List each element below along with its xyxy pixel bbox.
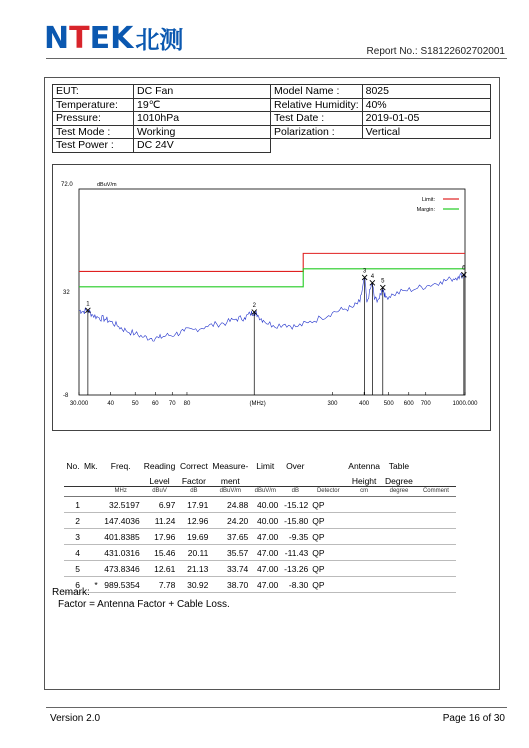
- emission-trace: [79, 273, 465, 341]
- marker-label: 1: [86, 301, 90, 308]
- marker-label: 6: [462, 265, 466, 272]
- info-value: DC Fan: [134, 85, 271, 99]
- remark-text: Factor = Antenna Factor + Cable Loss.: [58, 599, 230, 610]
- table-cell: [382, 513, 416, 529]
- emission-chart-box: [52, 164, 491, 431]
- table-cell: QP: [310, 561, 346, 577]
- header-cell: dB: [280, 487, 310, 497]
- table-cell: -8.30: [280, 577, 310, 593]
- table-cell: [346, 513, 382, 529]
- marker-label: 3: [362, 268, 367, 275]
- units-row: [64, 487, 456, 497]
- table-cell: [382, 497, 416, 513]
- info-value: Working: [134, 125, 271, 139]
- y-axis-unit: dBuV/m: [97, 182, 117, 188]
- legend-label: Margin:: [416, 207, 435, 213]
- table-cell: 17.96: [142, 529, 178, 545]
- header-cell: dBuV/m: [210, 487, 250, 497]
- x-tick-label: 1000.000: [452, 401, 478, 407]
- emission-chart: [53, 165, 490, 430]
- table-cell: 431.0316: [100, 545, 142, 561]
- table-cell: [82, 561, 100, 577]
- table-cell: -9.35: [280, 529, 310, 545]
- marker-label: 2: [252, 303, 256, 310]
- x-tick-label: 70: [168, 401, 176, 407]
- table-cell: 47.00: [250, 545, 280, 561]
- header-cell: degree: [382, 487, 416, 497]
- marker-label: 5: [381, 278, 385, 285]
- table-cell: 3: [64, 529, 82, 545]
- table-cell: [382, 577, 416, 593]
- table-cell: *: [82, 577, 100, 593]
- header-cell: MHz: [100, 487, 142, 497]
- empty-cell: [362, 139, 490, 153]
- table-cell: 30.92: [177, 577, 210, 593]
- table-cell: 37.65: [210, 529, 250, 545]
- table-cell: [82, 545, 100, 561]
- table-cell: 2: [64, 513, 82, 529]
- info-row: [53, 125, 491, 139]
- x-tick-label: 80: [183, 401, 191, 407]
- table-cell: [346, 497, 382, 513]
- table-cell: 6: [64, 577, 82, 593]
- y-tick-label: 32: [63, 290, 70, 296]
- table-cell: [382, 561, 416, 577]
- table-cell: 40.00: [250, 497, 280, 513]
- table-cell: 35.57: [210, 545, 250, 561]
- info-row: [53, 98, 491, 112]
- info-label: Polarization :: [271, 125, 363, 139]
- table-cell: -13.26: [280, 561, 310, 577]
- plot-area: [79, 189, 465, 395]
- info-value: DC 24V: [134, 139, 271, 153]
- table-cell: 19.69: [177, 529, 210, 545]
- table-cell: [346, 561, 382, 577]
- header-cell: Height: [351, 476, 377, 486]
- x-tick-label: 40: [107, 401, 115, 407]
- table-cell: QP: [310, 513, 346, 529]
- header-cell: dBuV: [142, 487, 178, 497]
- header-cell: dBuV/m: [250, 487, 280, 497]
- x-axis-unit: (MHz): [249, 401, 266, 407]
- x-tick-label: 50: [131, 401, 139, 407]
- x-tick-label: 500: [383, 401, 394, 407]
- info-row: [53, 139, 491, 153]
- header-cell: Table: [388, 461, 410, 471]
- logo-text: NTEK: [44, 21, 134, 56]
- info-label: Relative Humidity:: [271, 98, 363, 112]
- header-cell: [310, 471, 346, 487]
- header-cell: [416, 456, 456, 471]
- info-value: Vertical: [362, 125, 490, 139]
- header-cell: [82, 487, 100, 497]
- header-cell: Degree: [385, 476, 413, 486]
- info-value: 1010hPa: [134, 112, 271, 126]
- header-divider: [46, 58, 507, 59]
- header-cell: Comment: [416, 487, 456, 497]
- header-cell: Level: [149, 476, 170, 486]
- table-cell: 17.91: [177, 497, 210, 513]
- table-cell: QP: [310, 529, 346, 545]
- table-cell: QP: [310, 497, 346, 513]
- header-cell: Freq.: [110, 461, 131, 471]
- header-cell: ment: [220, 476, 240, 486]
- info-value: 19℃: [134, 98, 271, 112]
- table-cell: 7.78: [142, 577, 178, 593]
- x-tick-label: 600: [403, 401, 414, 407]
- table-cell: 4: [64, 545, 82, 561]
- page-number: Page 16 of 30: [442, 713, 505, 724]
- table-cell: 147.4036: [100, 513, 142, 529]
- table-cell: 38.70: [210, 577, 250, 593]
- header-cell: Limit: [256, 461, 275, 471]
- footer-divider: [46, 707, 507, 708]
- table-cell: [416, 561, 456, 577]
- table-cell: 473.8346: [100, 561, 142, 577]
- table-cell: 32.5197: [100, 497, 142, 513]
- x-tick-label: 700: [420, 401, 431, 407]
- info-label: Model Name :: [271, 85, 363, 99]
- header-cell: Correct: [179, 461, 208, 471]
- info-row: [53, 112, 491, 126]
- header-cell: Measure-: [212, 461, 249, 471]
- header-cell: Factor: [181, 476, 206, 486]
- info-label: Pressure:: [53, 112, 134, 126]
- table-row: [64, 529, 456, 545]
- table-cell: [382, 529, 416, 545]
- table-cell: 12.61: [142, 561, 178, 577]
- header-cell: cm: [346, 487, 382, 497]
- info-label: Test Date :: [271, 112, 363, 126]
- info-value: 8025: [362, 85, 490, 99]
- table-cell: [82, 513, 100, 529]
- info-label: Test Power :: [53, 139, 134, 153]
- table-cell: 47.00: [250, 529, 280, 545]
- header-cell: Mk.: [84, 461, 98, 471]
- header-cell: [310, 456, 346, 471]
- header-cell: [64, 487, 82, 497]
- info-label: Test Mode :: [53, 125, 134, 139]
- header-row: [64, 456, 456, 471]
- table-cell: 33.74: [210, 561, 250, 577]
- remark-title: Remark:: [52, 587, 90, 598]
- table-cell: 1: [64, 497, 82, 513]
- info-value: 2019-01-05: [362, 112, 490, 126]
- header-cell: [100, 471, 142, 487]
- table-cell: [416, 513, 456, 529]
- table-cell: [82, 529, 100, 545]
- header-row: [64, 471, 456, 487]
- header-cell: [416, 471, 456, 487]
- table-cell: [416, 529, 456, 545]
- header-cell: No.: [66, 461, 80, 471]
- x-tick-label: 60: [151, 401, 159, 407]
- table-row: [64, 561, 456, 577]
- table-cell: [416, 545, 456, 561]
- header-cell: Detector: [310, 487, 346, 497]
- table-cell: 24.20: [210, 513, 250, 529]
- table-cell: 11.24: [142, 513, 178, 529]
- header-cell: Over: [286, 461, 305, 471]
- table-cell: 24.88: [210, 497, 250, 513]
- remark-section: [52, 587, 230, 611]
- y-tick-label: -8: [63, 393, 69, 399]
- table-cell: 21.13: [177, 561, 210, 577]
- info-value: 40%: [362, 98, 490, 112]
- y-tick-label: 72.0: [61, 182, 73, 188]
- table-row: [64, 513, 456, 529]
- table-cell: [416, 497, 456, 513]
- header-cell: Antenna: [348, 461, 380, 471]
- table-cell: [346, 529, 382, 545]
- info-label: EUT:: [53, 85, 134, 99]
- table-cell: [346, 545, 382, 561]
- x-tick-label: 300: [327, 401, 338, 407]
- table-cell: [416, 577, 456, 593]
- table-cell: QP: [310, 545, 346, 561]
- table-cell: -15.80: [280, 513, 310, 529]
- table-cell: [346, 577, 382, 593]
- table-cell: 401.8385: [100, 529, 142, 545]
- header-cell: [250, 471, 280, 487]
- empty-cell: [271, 139, 363, 153]
- table-cell: -15.12: [280, 497, 310, 513]
- report-number: Report No.: S18122602702001: [366, 46, 505, 57]
- x-tick-label: 30.000: [69, 401, 89, 407]
- measurement-table: [64, 456, 456, 593]
- table-cell: [82, 497, 100, 513]
- ntek-logo: [44, 20, 183, 56]
- table-cell: [382, 545, 416, 561]
- table-cell: 15.46: [142, 545, 178, 561]
- table-cell: QP: [310, 577, 346, 593]
- legend-label: Limit:: [421, 197, 435, 203]
- logo-cn-text: 北测: [135, 26, 184, 54]
- marker-label: 4: [370, 273, 375, 280]
- eut-info-table: [52, 84, 491, 153]
- table-row: [64, 497, 456, 513]
- table-cell: 12.96: [177, 513, 210, 529]
- table-cell: 989.5354: [100, 577, 142, 593]
- table-cell: 20.11: [177, 545, 210, 561]
- table-cell: 5: [64, 561, 82, 577]
- header-cell: [280, 471, 310, 487]
- header-cell: [64, 471, 82, 487]
- table-cell: 40.00: [250, 513, 280, 529]
- table-cell: 47.00: [250, 561, 280, 577]
- header-cell: dB: [177, 487, 210, 497]
- table-cell: 47.00: [250, 577, 280, 593]
- version-label: Version 2.0: [50, 713, 101, 724]
- info-label: Temperature:: [53, 98, 134, 112]
- table-cell: -11.43: [280, 545, 310, 561]
- header-cell: Reading: [143, 461, 176, 471]
- table-row: [64, 545, 456, 561]
- table-cell: 6.97: [142, 497, 178, 513]
- header-cell: [82, 471, 100, 487]
- x-tick-label: 400: [359, 401, 370, 407]
- info-row: [53, 85, 491, 99]
